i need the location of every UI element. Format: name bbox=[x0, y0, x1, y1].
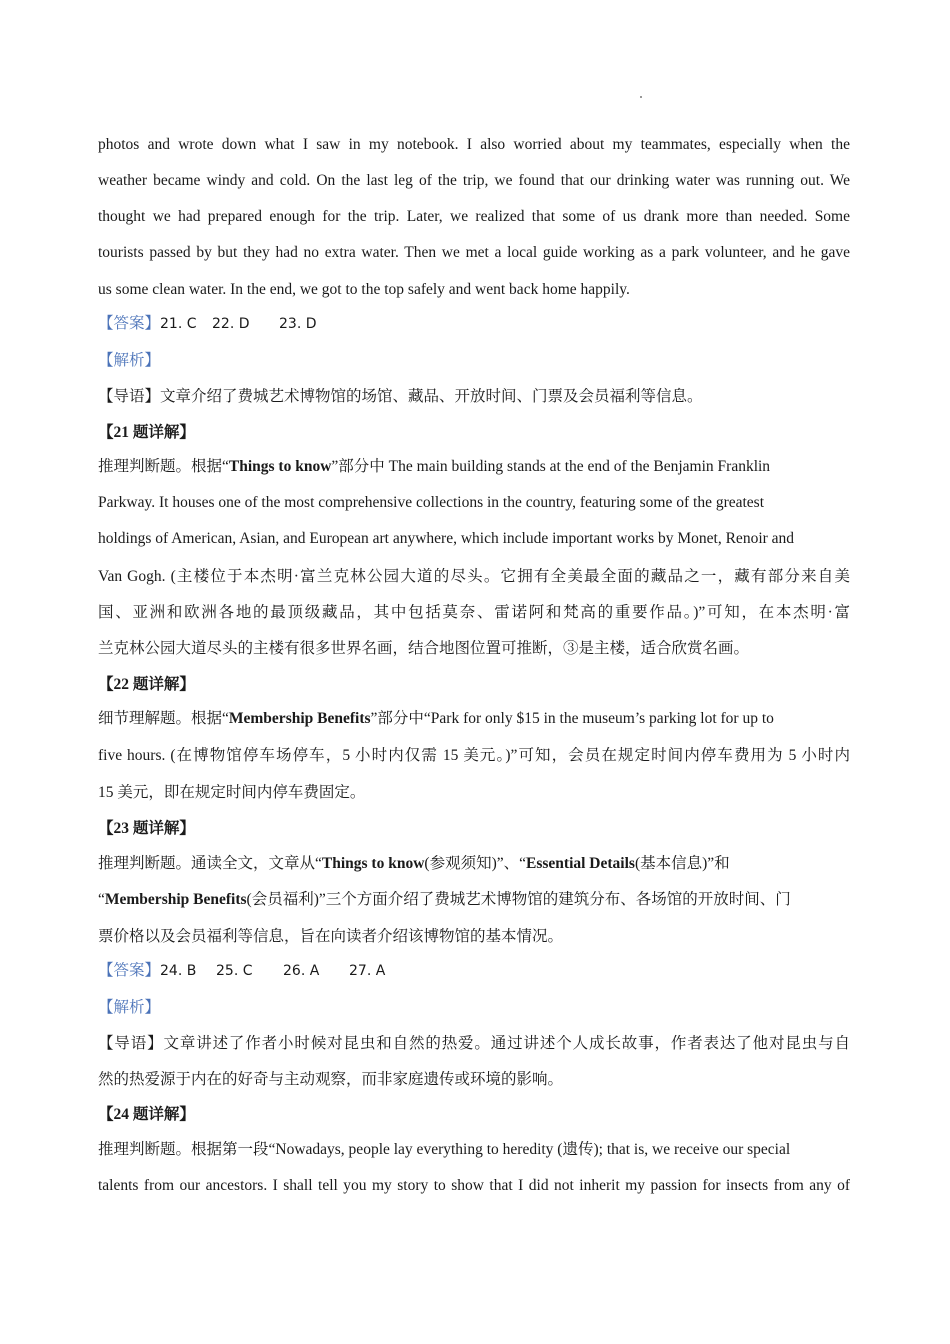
answer-label: 【答案】 bbox=[98, 962, 161, 979]
passage-line: us some clean water. In the end, we got to the top safely and went back home happily. bbox=[98, 281, 630, 298]
section-name: Membership Benefits bbox=[228, 710, 371, 727]
analysis-label: 【解析】 bbox=[98, 352, 161, 369]
answer-item: 24. B bbox=[160, 963, 197, 979]
answer-label: 【答案】 bbox=[98, 315, 161, 332]
answer-item: 21. C bbox=[160, 316, 197, 332]
section-name: Things to know bbox=[321, 855, 425, 872]
q22-heading: 【22 题详解】 bbox=[98, 676, 195, 693]
analysis-label: 【解析】 bbox=[98, 999, 161, 1016]
section-name: Things to know bbox=[228, 458, 332, 475]
q21-line: 兰克林公园大道尽头的主楼有很多世界名画，结合地图位置可推断，③是主楼，适合欣赏名画。 bbox=[98, 640, 750, 657]
q21-line: Parkway. It houses one of the most comprehensive collections in the country, featuring some of the greatest bbox=[98, 494, 765, 511]
text-run: (基本信息)”和 bbox=[634, 855, 730, 872]
q23-line bbox=[98, 853, 850, 875]
answer-row bbox=[98, 313, 850, 335]
text-run: (参观须知)”、“ bbox=[424, 855, 526, 872]
text-run: (会员福利)”三个方面介绍了费城艺术博物馆的建筑分布、各场馆的开放时间、门 bbox=[246, 891, 791, 908]
passage-line: photos and wrote down what I saw in my notebook. I also worried about my teammates, especially when the bbox=[98, 136, 850, 153]
text-run: 推理判断题。通读全文，文章从“ bbox=[98, 855, 322, 872]
q21-line: Van Gogh. (主楼位于本杰明·富兰克林公园大道的尽头。它拥有全美最全面的藏品之一，藏有部分来自美 bbox=[98, 568, 850, 585]
section-name: Essential Details bbox=[526, 855, 635, 872]
passage-line: tourists passed by but they had no extra water. Then we met a local guide working as a park volunteer, and he gave bbox=[98, 244, 850, 261]
answer-item: 26. A bbox=[283, 963, 320, 979]
intro-line: 【导语】文章介绍了费城艺术博物馆的场馆、藏品、开放时间、门票及会员福利等信息。 bbox=[98, 388, 703, 405]
answer-row bbox=[98, 960, 850, 982]
q22-line bbox=[98, 708, 850, 730]
text-run: ”部分中 The main building stands at the end of the Benjamin Franklin bbox=[331, 458, 771, 475]
answer-values bbox=[160, 316, 317, 332]
answer-item: 25. C bbox=[216, 963, 253, 979]
q24-line: 推理判断题。根据第一段“Nowadays, people lay everything to heredity (遗传); that is, we receive our special bbox=[98, 1141, 791, 1158]
q23-line bbox=[98, 889, 850, 911]
intro-line: 【导语】文章讲述了作者小时候对昆虫和自然的热爱。通过讲述个人成长故事，作者表达了他对昆虫与自 bbox=[98, 1035, 850, 1052]
answer-item: 27. A bbox=[349, 963, 386, 979]
answer-item: 22. D bbox=[212, 316, 250, 332]
q22-line: 15 美元，即在规定时间内停车费固定。 bbox=[98, 784, 366, 801]
text-run: 细节理解题。根据“ bbox=[98, 710, 229, 727]
passage-line: thought we had prepared enough for the trip. Later, we realized that some of us drank more than needed. Some bbox=[98, 208, 850, 225]
q21-heading: 【21 题详解】 bbox=[98, 424, 195, 441]
intro-line: 然的热爱源于内在的好奇与主动观察，而非家庭遗传或环境的影响。 bbox=[98, 1071, 564, 1088]
q21-line: 国、亚洲和欧洲各地的最顶级藏品，其中包括莫奈、雷诺阿和梵高的重要作品。)”可知，在本杰明·富 bbox=[98, 604, 850, 621]
q23-line: 票价格以及会员福利等信息，旨在向读者介绍该博物馆的基本情况。 bbox=[98, 928, 564, 945]
answer-values bbox=[160, 963, 385, 979]
text-run: “ bbox=[98, 891, 105, 908]
scan-speck bbox=[640, 96, 642, 98]
section-name: Membership Benefits bbox=[104, 891, 247, 908]
q21-line: holdings of American, Asian, and European art anywhere, which include important works by Monet, Renoir and bbox=[98, 530, 795, 547]
q22-line: five hours. (在博物馆停车场停车，5 小时内仅需 15 美元。)”可知，会员在规定时间内停车费用为 5 小时内 bbox=[98, 747, 850, 764]
text-run: ”部分中“Park for only $15 in the museum’s parking lot for up to bbox=[370, 710, 774, 727]
passage-line: weather became windy and cold. On the last leg of the trip, we found that our drinking water was running out. We bbox=[98, 172, 850, 189]
q24-line: talents from our ancestors. I shall tell you my story to show that I did not inherit my passion for insects from any of bbox=[98, 1177, 850, 1194]
answer-item: 23. D bbox=[279, 316, 317, 332]
q23-heading: 【23 题详解】 bbox=[98, 820, 195, 837]
q21-line bbox=[98, 456, 850, 478]
text-run: 推理判断题。根据“ bbox=[98, 458, 229, 475]
q24-heading: 【24 题详解】 bbox=[98, 1106, 195, 1123]
